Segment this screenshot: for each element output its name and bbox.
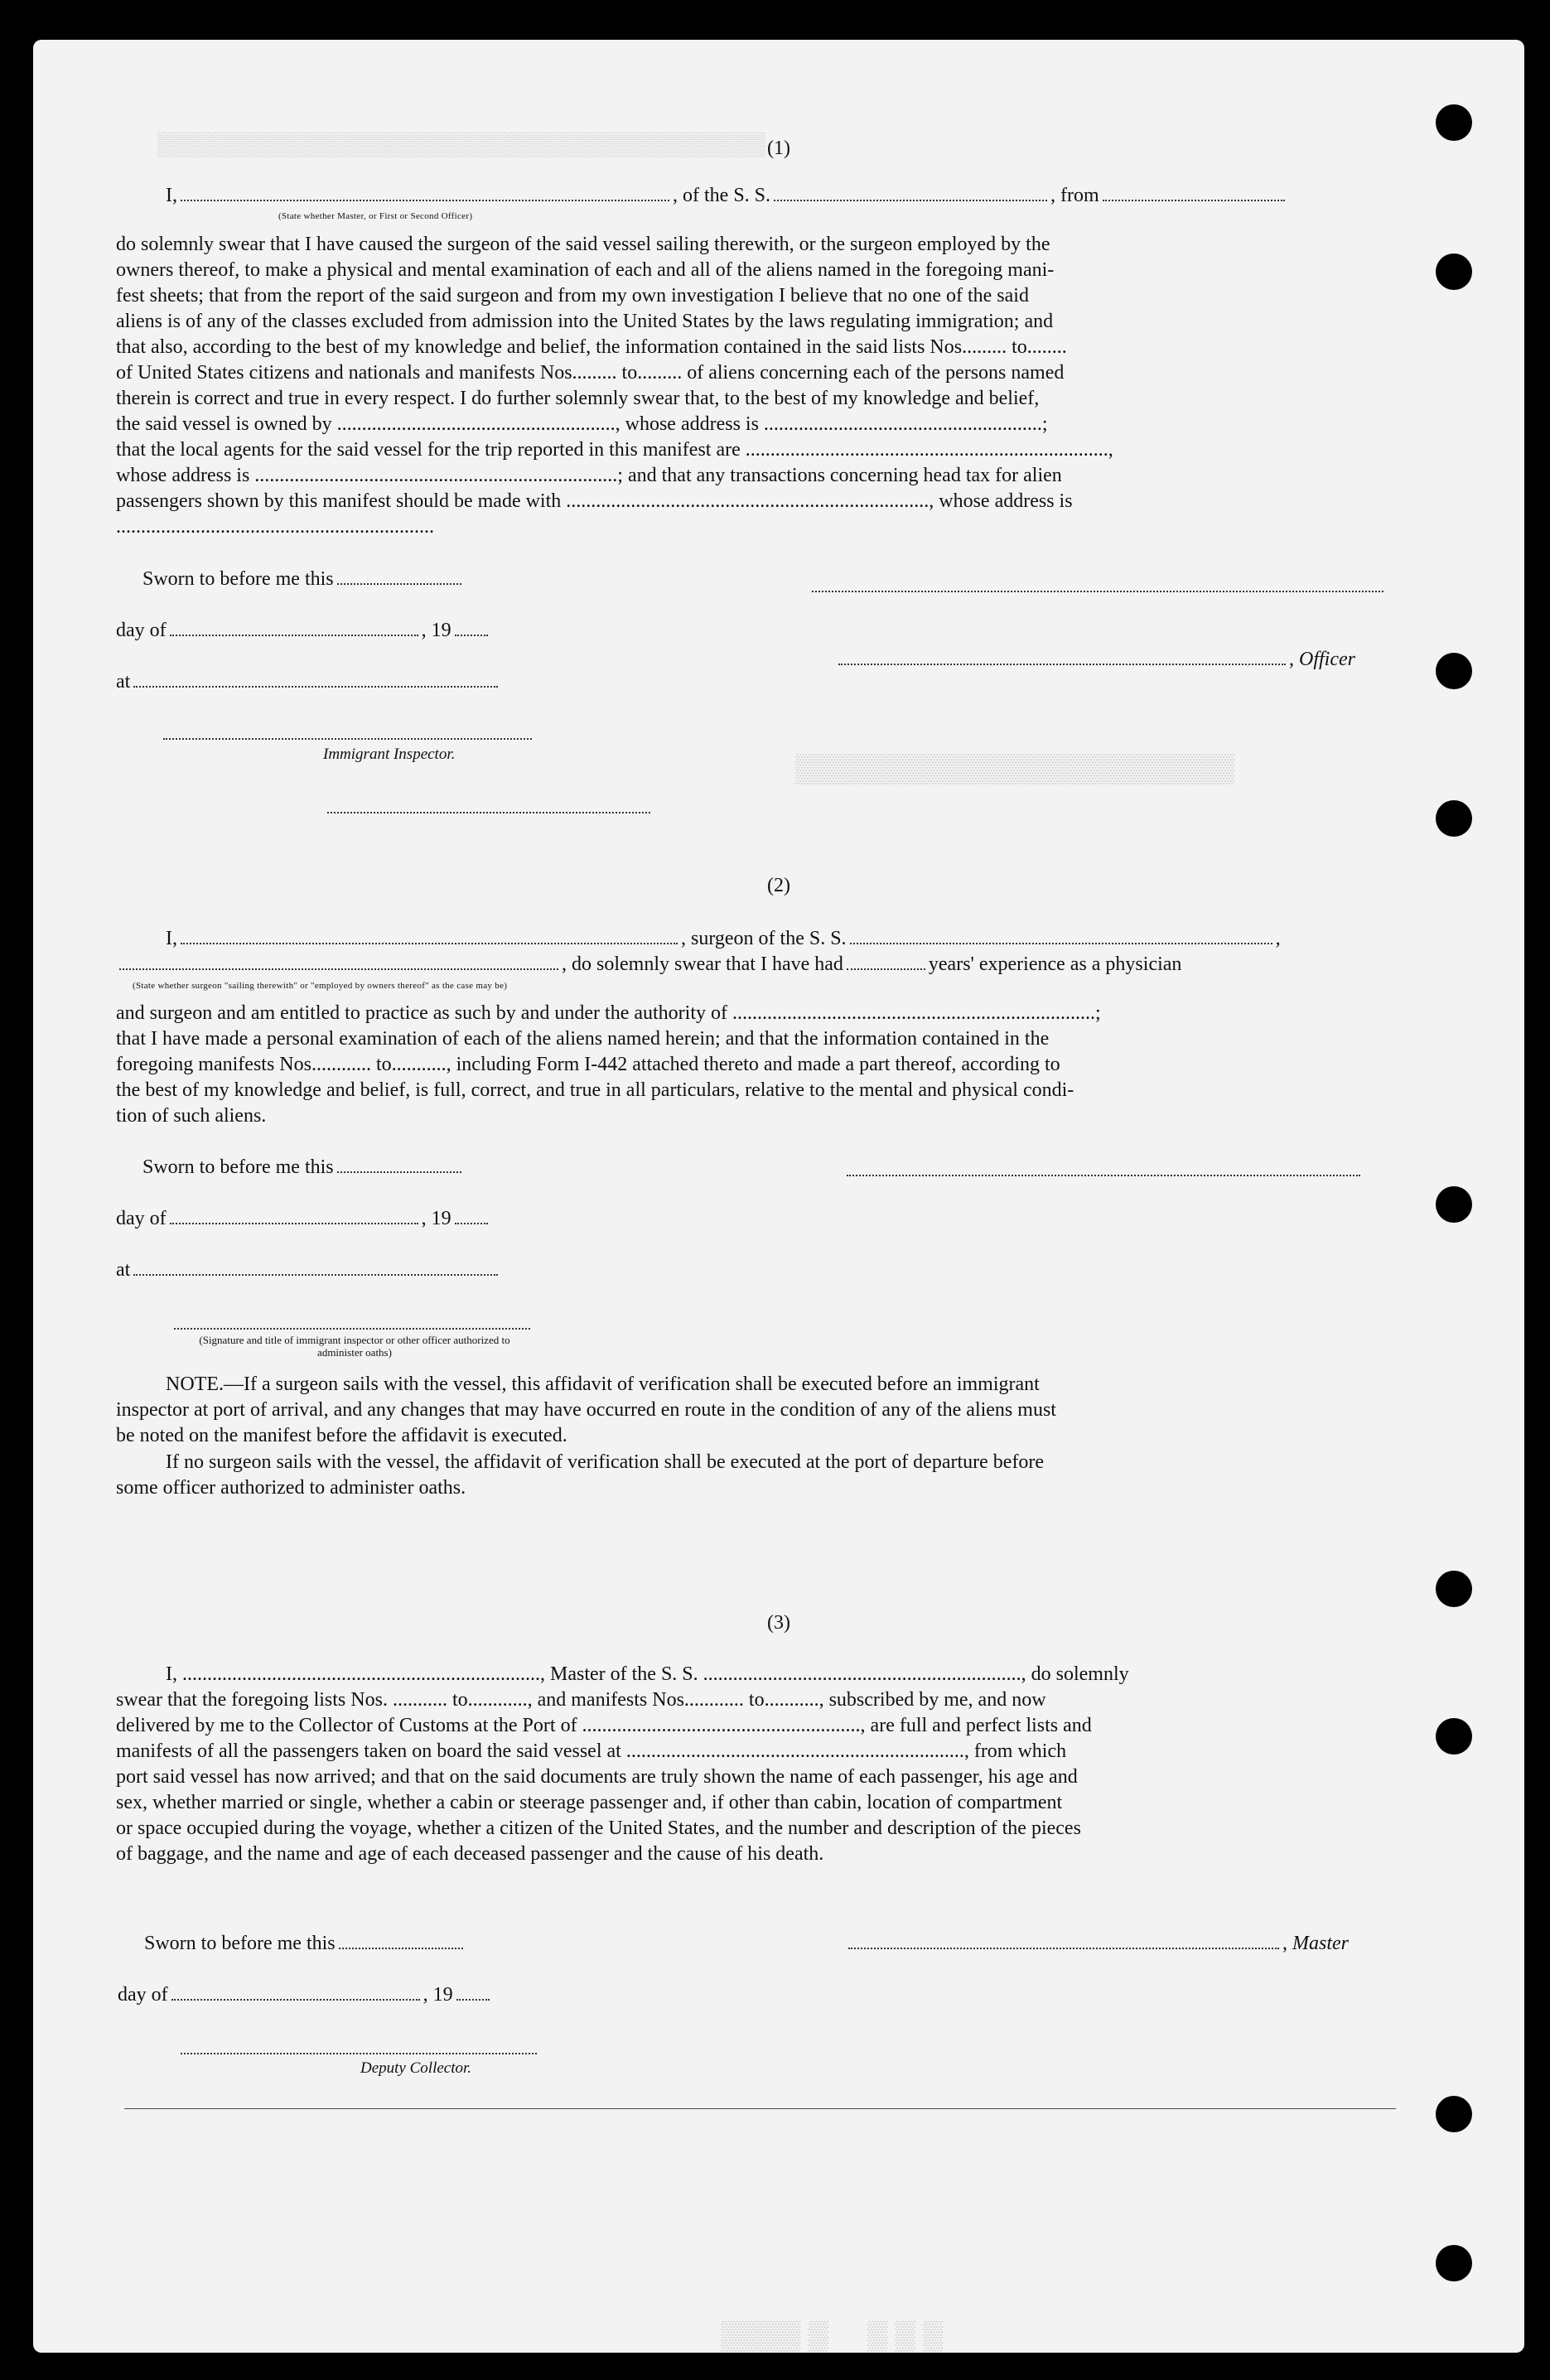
day-of-line: day of , 19 [116,620,491,642]
section-3-number: (3) [767,1612,790,1634]
punch-hole [1436,253,1472,290]
surgeon-of-label: , surgeon of the S. S. [681,928,847,949]
master-signature-field[interactable] [848,1946,1279,1949]
inspector-signature-line[interactable] [163,738,532,740]
master-label: Master [1292,1933,1349,1954]
body-line: fest sheets; that from the report of the said surgeon and from my own investigation I believe that no one of the said [116,285,1029,307]
note-line: NOTE.—If a surgeon sails with the vessel, this affidavit of verification shall be executed before an immigrant [166,1373,1040,1395]
body-line: whose address is .........................................................................; and that any transactions concerning head tax for alien [116,465,1062,486]
bleed-through: ▒▒▒▒▒▒▒▒▒▒▒▒▒▒▒▒▒▒▒▒▒▒▒▒▒▒▒▒▒▒▒▒▒▒▒▒▒ [157,131,766,157]
officer-signature-line: , Officer [835,649,1355,671]
sworn-date-field[interactable] [337,582,461,585]
section-2-body [116,1001,1396,1129]
from-label: , from [1050,185,1099,206]
body-line: owners thereof, to make a physical and mental examination of each and all of the aliens named in the foregoing mani- [116,259,1055,281]
at-label: at [116,1259,131,1281]
extra-dotted-line [327,812,650,813]
sworn-date-field[interactable] [339,1946,463,1949]
year-field[interactable] [455,633,488,636]
bleed-through-footer: ▒▒▒▒ ▒ ▒ ▒ ▒ [721,2320,944,2351]
sworn-label: Sworn to before me this [142,568,334,590]
note-line: If no surgeon sails with the vessel, the affidavit of verification shall be executed at the port of departure before [166,1451,1045,1473]
body-line: aliens is of any of the classes excluded from admission into the United States by the laws regulating immigration; and [116,311,1054,332]
officer-signature-field[interactable] [838,662,1286,665]
section-1-line-1 [166,185,1288,207]
body-line: tion of such aliens. [116,1105,267,1127]
surgeon-status-caption: (State whether surgeon "sailing therewith" or "employed by owners thereof" as the case may be) [133,981,508,991]
years-field[interactable] [847,967,925,970]
immigrant-inspector-label: Immigrant Inspector. [323,746,456,763]
officer-rank-caption: (State whether Master, or First or Second Officer) [278,211,473,221]
day-month-field[interactable] [171,1997,420,2001]
year-label: 19 [431,1208,451,1229]
bleed-through: ▒▒▒▒▒▒▒▒▒▒▒▒▒▒▒▒▒▒▒▒▒▒ [795,752,1234,784]
note-line: inspector at port of arrival, and any changes that may have occurred en route in the condition of any of the aliens must [116,1399,1056,1421]
body-line: the best of my knowledge and belief, is full, correct, and true in all particulars, relative to the mental and physical condi- [116,1079,1074,1101]
officer-name-field[interactable] [181,198,669,201]
body-line: port said vessel has now arrived; and that on the said documents are truly shown the name of each passenger, his age and [116,1766,1078,1788]
deputy-signature-line[interactable] [181,2053,537,2054]
sworn-line [142,568,465,591]
i-label: I, [166,185,177,206]
officer-label: Officer [1299,649,1355,670]
section-3-body [116,1662,1396,1867]
day-of-label: day of [116,1208,167,1229]
body-line: the said vessel is owned by ........................................................, whose address is ........................................................; [116,413,1048,435]
day-of-line: day of , 19 [116,1208,491,1230]
punch-hole [1436,2096,1472,2132]
body-line: of United States citizens and nationals and manifests Nos......... to......... of aliens concerning each of the persons named [116,362,1065,384]
sworn-label: Sworn to before me this [144,1933,336,1954]
day-of-label: day of [116,620,167,641]
punch-hole [1436,2245,1472,2281]
body-line: ................................................................ [116,516,434,538]
at-line [116,671,501,693]
signature-title-caption: (Signature and title of immigrant inspector or other officer authorized to administer oaths) [199,1334,510,1359]
at-label: at [116,671,131,693]
note-paragraph [116,1372,1396,1449]
surgeon-name-field[interactable] [181,941,678,944]
body-line: that also, according to the best of my knowledge and belief, the information contained in the said lists Nos......... to........ [116,336,1067,358]
body-line: therein is correct and true in every respect. I do further solemnly swear that, to the best of my knowledge and belief, [116,388,1040,409]
body-line: manifests of all the passengers taken on board the said vessel at ...................................................................., from which [116,1740,1067,1762]
surgeon-status-field[interactable] [119,967,558,970]
surgeon-signature-line[interactable] [847,1175,1360,1176]
swear-label: , do solemnly swear that I have had [562,953,843,975]
section-2-line-1: I, , surgeon of the S. S. , [166,928,1281,949]
sworn-date-field[interactable] [337,1170,461,1173]
from-port-field[interactable] [1103,198,1285,201]
punch-hole [1436,104,1472,141]
years-label: years' experience as a physician [928,953,1182,975]
sworn-label: Sworn to before me this [142,1156,334,1178]
body-line: do solemnly swear that I have caused the surgeon of the said vessel sailing therewith, or the surgeon employed by the [116,234,1050,255]
master-signature-line: , Master [845,1933,1349,1955]
day-month-field[interactable] [170,1221,418,1224]
note-line: some officer authorized to administer oaths. [116,1477,466,1499]
inspector-signature-line[interactable] [174,1328,530,1330]
body-line: foregoing manifests Nos............ to..........., including Form I-442 attached thereto and made a part thereof, according to [116,1054,1060,1075]
punch-hole [1436,653,1472,689]
form-page [33,40,1524,2353]
officer-signature-line-upper[interactable] [812,591,1383,592]
section-1-number: (1) [767,138,790,159]
vessel-name-field[interactable] [774,198,1047,201]
sworn-line [142,1156,465,1179]
body-line: I, ........................................................................, Master of the S. S. ................................................................, do solemnly [166,1663,1129,1685]
body-line: delivered by me to the Collector of Customs at the Port of ........................................................, are full and perfect lists and [116,1715,1092,1736]
punch-hole [1436,1186,1472,1223]
year-field[interactable] [456,1997,490,2001]
of-ss-label: , of the S. S. [673,185,771,206]
section-2-number: (2) [767,875,790,896]
note-line: be noted on the manifest before the affidavit is executed. [116,1425,567,1446]
at-place-field[interactable] [133,684,498,688]
section-2-line-2 [116,953,1181,976]
body-line: that I have made a personal examination of each of the aliens named herein; and that the information contained in the [116,1028,1050,1050]
sworn-line [144,1933,466,1955]
year-field[interactable] [455,1221,488,1224]
body-line: passengers shown by this manifest should be made with ........................................................................., whose address is [116,490,1073,512]
body-line: that the local agents for the said vessel for the trip reported in this manifest are ........................................................................., [116,439,1113,461]
surgeon-vessel-field[interactable] [850,941,1272,944]
punch-hole [1436,1718,1472,1755]
body-line: sex, whether married or single, whether a cabin or steerage passenger and, if other than cabin, location of compartment [116,1792,1063,1813]
body-line: or space occupied during the voyage, whether a citizen of the United States, and the number and description of the pieces [116,1818,1081,1839]
note-2-paragraph [116,1450,1396,1501]
day-month-field[interactable] [170,633,418,636]
punch-hole [1436,800,1472,837]
at-place-field[interactable] [133,1272,498,1276]
bottom-rule [124,2108,1396,2109]
body-line: and surgeon and am entitled to practice as such by and under the authority of .........................................................................; [116,1002,1101,1024]
day-of-line: day of , 19 [118,1984,493,2006]
year-label: 19 [431,620,451,641]
day-of-label: day of [118,1984,168,2006]
punch-hole [1436,1571,1472,1607]
body-line: of baggage, and the name and age of each deceased passenger and the cause of his death. [116,1843,824,1865]
year-label: 19 [432,1984,453,2006]
body-line: swear that the foregoing lists Nos. ........... to............, and manifests Nos............ to..........., subscribed by me, and now [116,1689,1046,1711]
deputy-collector-label: Deputy Collector. [360,2059,472,2077]
section-1-body [116,232,1396,540]
at-line [116,1259,501,1282]
i-label: I, [166,928,177,949]
